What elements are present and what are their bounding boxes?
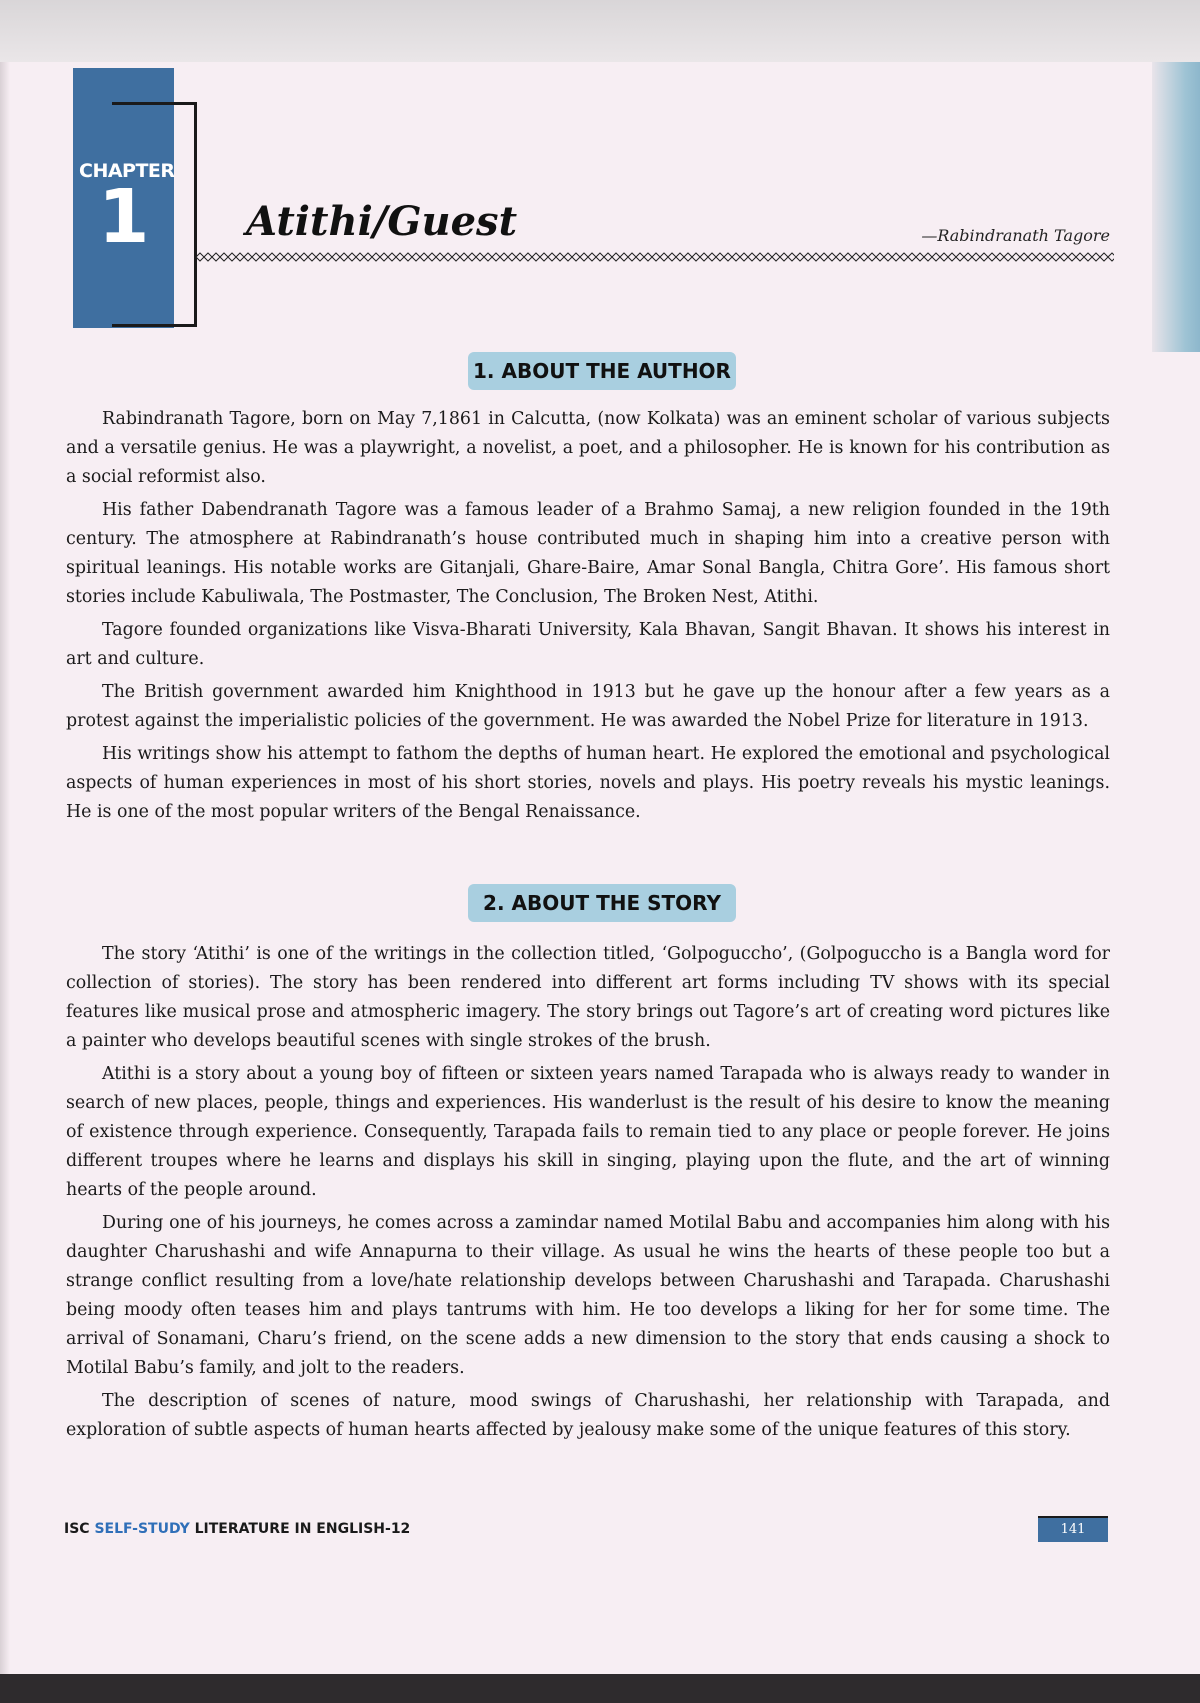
paragraph: His writings show his attempt to fathom the depths of human heart. He explored the emotional and psychological aspects of human experiences in most of his short stories, novels and plays. His poetry reveals his mystic leanings. He is one of the most popular writers of the Bengal Renaissance. — [66, 744, 1110, 822]
paragraph: His father Dabendranath Tagore was a famous leader of a Brahmo Samaj, a new religion founded in the 19th century. The atmosphere at Rabindranath’s house contributed much in shaping him into a creative person with spiritual leanings. His notable works are Gitanjali, Ghare-Baire, Amar Sonal Bangla, Chitra Gore’. His famous short stories include Kabuliwala, The Postmaster, The Conclusion, The Broken Nest, Atithi. — [66, 500, 1110, 607]
title-divider — [196, 252, 1114, 262]
chapter-label: CHAPTER — [79, 160, 175, 182]
section-heading-author: 1. ABOUT THE AUTHOR — [468, 352, 736, 390]
paragraph: During one of his journeys, he comes across a zamindar named Motilal Babu and accompanies him along with his daughter Charushashi and wife Annapurna to their village. As usual he wins the hearts of these people too but a strange conflict resulting from a love/hate relationship develops between Charushashi and Tarapada. Charushashi being moody often teases him and plays tantrums with him. He too develops a liking for her for some time. The arrival of Sonamani, Charu’s friend, on the scene adds a new dimension to the story that ends causing a shock to Motilal Babu’s family, and jolt to the readers. — [66, 1213, 1110, 1378]
footer-prefix: ISC — [64, 1521, 90, 1537]
paragraph: The British government awarded him Knighthood in 1913 but he gave up the honour after a few years as a protest against the imperialistic policies of the government. He was awarded the Nobel Prize for literature in 1913. — [66, 682, 1110, 731]
section-heading-story: 2. ABOUT THE STORY — [468, 884, 736, 922]
chapter-title: Atithi/Guest — [246, 198, 518, 245]
scan-top-edge — [0, 0, 1200, 70]
story-section-body — [66, 940, 1110, 1449]
author-section-body — [66, 405, 1110, 831]
paragraph: Tagore founded organizations like Visva-Bharati University, Kala Bhavan, Sangit Bhavan. It shows his interest in art and culture. — [66, 620, 1110, 669]
paragraph: The description of scenes of nature, mood swings of Charushashi, her relationship with Tarapada, and exploration of subtle aspects of human hearts affected by jealousy make some of the unique features of this story. — [66, 1391, 1110, 1440]
paragraph: The story ‘Atithi’ is one of the writings in the collection titled, ‘Golpoguccho’, (Golpoguccho is a Bangla word for collection of stories). The story has been rendered into different art forms including TV shows with its special features like musical prose and atmospheric imagery. The story brings out Tagore’s art of creating word pictures like a painter who develops beautiful scenes with single strokes of the brush. — [66, 944, 1110, 1051]
chapter-number: 1 — [98, 174, 150, 260]
paragraph: Rabindranath Tagore, born on May 7,1861 in Calcutta, (now Kolkata) was an eminent scholar of various subjects and a versatile genius. He was a playwright, a novelist, a poet, and a philosopher. He is known for his contribution as a social reformist also. — [66, 409, 1110, 487]
footer-suffix: LITERATURE IN ENGLISH-12 — [194, 1521, 411, 1537]
chapter-author: —Rabindranath Tagore — [921, 226, 1110, 245]
footer-book-title — [64, 1521, 410, 1537]
footer-series: SELF-STUDY — [94, 1521, 190, 1537]
scan-bottom-edge — [0, 1674, 1200, 1703]
paragraph: Atithi is a story about a young boy of fifteen or sixteen years named Tarapada who is always ready to wander in search of new places, people, things and experiences. His wanderlust is the result of his desire to know the meaning of existence through experience. Consequently, Tarapada fails to remain tied to any place or people forever. He joins different troupes where he learns and displays his skill in singing, playing upon the flute, and the art of winning hearts of the people around. — [66, 1064, 1110, 1200]
page-number: 141 — [1038, 1516, 1108, 1542]
page-left-edge — [0, 62, 10, 1674]
page-right-strip — [1152, 62, 1200, 352]
